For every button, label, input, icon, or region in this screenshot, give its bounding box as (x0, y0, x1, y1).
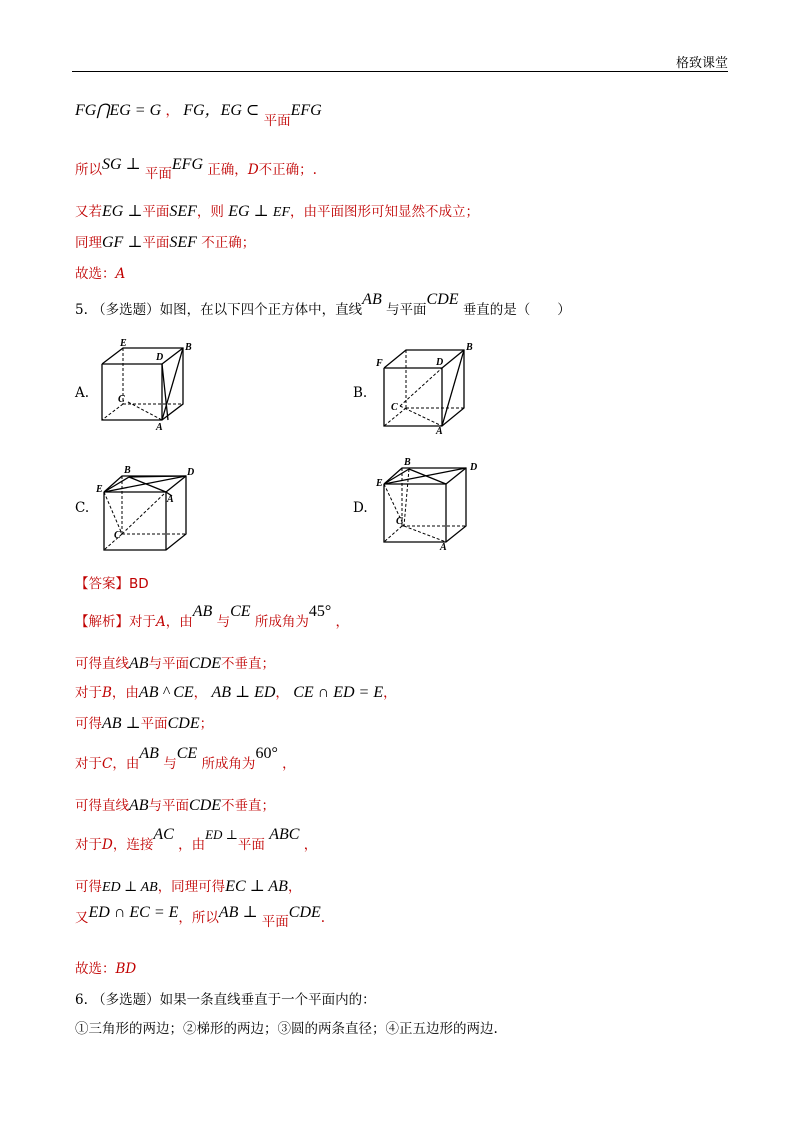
math-expr: D (102, 837, 113, 853)
label-a: A (436, 426, 443, 436)
text: 平面 (140, 716, 168, 732)
math-expr: SEF (169, 234, 197, 251)
label-b: B (466, 342, 473, 353)
text: ， (275, 685, 289, 701)
text: . (320, 910, 326, 926)
text: ， (193, 685, 208, 701)
math-expr: SEF (169, 203, 197, 220)
explanation-line-9 (75, 904, 326, 930)
text: 对于 (129, 614, 156, 630)
math-expr: ED ⊥ (205, 827, 238, 842)
text: ，所以 (178, 910, 219, 926)
label-e: E (96, 484, 103, 495)
text: ， (383, 685, 397, 701)
text: 故选： (75, 961, 116, 977)
cube-figure-d (374, 456, 482, 552)
header-brand: 格致课堂 (675, 56, 728, 71)
text: 与 (163, 756, 177, 772)
text: ，连接 (112, 837, 154, 853)
text: 垂直的是（ ） (462, 302, 571, 318)
math-expr: CDE (189, 797, 222, 814)
text: 不正确； (201, 235, 256, 251)
text: 正确， (207, 162, 248, 178)
explanation-line-7 (75, 826, 318, 854)
math-expr: AB ⊥ (102, 715, 141, 732)
text: ， (303, 837, 318, 853)
label-d: D (187, 467, 195, 478)
label-e: E (376, 478, 383, 489)
text: 可得直线 (75, 656, 129, 672)
text: 平面 (263, 113, 291, 129)
text: ，同理可得 (157, 879, 226, 895)
explanation-line-8 (75, 875, 301, 896)
label-c: C (391, 402, 398, 413)
label-d: D (470, 462, 478, 473)
text: 同理 (75, 235, 102, 251)
math-expr: 60° (255, 745, 278, 762)
solution-line-2 (75, 156, 317, 182)
math-expr: A (115, 266, 126, 282)
solution-line-4 (75, 231, 255, 252)
math-expr: EG ⊥ (102, 203, 143, 220)
text: 不垂直； (221, 656, 276, 672)
text: ，由平面图形可知显然不成立； (290, 204, 479, 220)
label-d: D (436, 357, 444, 368)
text: 平面 (142, 204, 170, 220)
option-c-label: C. (75, 500, 90, 516)
math-expr: CDE (167, 715, 200, 732)
math-expr: CDE (288, 904, 321, 921)
text: 与平面 (386, 302, 427, 318)
math-expr: AB ⊥ ED (211, 684, 276, 701)
math-expr: CE ∩ ED = E (293, 684, 384, 701)
question-6: 6. （多选题）如果一条直线垂直于一个平面内的： (75, 992, 376, 1008)
math-expr: BD (115, 961, 137, 977)
math-expr: AB (129, 797, 149, 814)
label-a: A (156, 422, 163, 432)
option-d-label: D. (353, 500, 368, 516)
label-a: A (167, 494, 174, 505)
text: 平面 (142, 235, 170, 251)
label-b: B (124, 465, 131, 476)
label-b: B (404, 457, 411, 468)
text: 平面 (261, 914, 289, 930)
cube-figure-b (376, 338, 476, 436)
solution-line-5 (75, 262, 125, 282)
text: 不正确；. (258, 162, 317, 178)
solution-line-3 (75, 200, 479, 221)
math-expr: ED ∩ EC = E (88, 904, 179, 921)
explanation-line-4 (75, 712, 213, 733)
math-expr: C (102, 756, 113, 772)
math-expr: CDE (426, 291, 459, 308)
text: 可得直线 (75, 798, 129, 814)
math-expr: D (247, 162, 259, 178)
math-expr: AB (129, 655, 149, 672)
math-expr: CE (230, 603, 251, 620)
option-b-label: B. (353, 385, 368, 401)
text: ， (282, 756, 296, 772)
text: ，由 (178, 837, 206, 853)
math-expr: 45° (308, 603, 332, 620)
text: 所成角为 (254, 614, 309, 630)
label-e: E (120, 338, 127, 349)
question-5 (75, 291, 571, 319)
label-c: C (114, 530, 121, 541)
math-expr: B (102, 685, 112, 701)
text: 可得 (75, 879, 102, 895)
text: 【解析】 (75, 614, 129, 630)
text: 与 (216, 614, 231, 630)
math-expr: EG ⊥ (228, 203, 269, 220)
text: 不垂直； (221, 798, 276, 814)
text: 对于 (75, 837, 102, 853)
text: 对于 (75, 685, 102, 701)
explanation-line-5 (75, 745, 296, 773)
cube-figure-c (94, 462, 202, 554)
math-expr: EC ⊥ AB (225, 878, 288, 895)
math-expr: CE (176, 745, 198, 762)
text: 平面 (237, 837, 265, 853)
math-expr: EFG (290, 102, 322, 119)
text: ，则 (196, 204, 224, 220)
label-d: D (156, 352, 164, 363)
solution-line-1 (75, 97, 322, 129)
label-a: A (440, 542, 447, 552)
text: ； (199, 716, 214, 732)
explanation-line-10 (75, 957, 136, 977)
text: 平面 (144, 166, 172, 182)
math-expr: AC (153, 826, 174, 843)
text: 与平面 (148, 798, 190, 814)
math-expr: AB ⊥ (218, 904, 258, 921)
text: 又 (75, 910, 89, 926)
text: 可得 (75, 716, 102, 732)
math-expr: AB (362, 291, 382, 308)
text: ， (335, 614, 350, 630)
explanation-line-2 (75, 652, 275, 673)
text: ，由 (111, 685, 139, 701)
header-rule (72, 71, 728, 72)
math-expr: A (156, 614, 166, 630)
text: ，由 (112, 756, 140, 772)
text: 与平面 (148, 656, 190, 672)
text: 又若 (75, 204, 102, 220)
question-6-choices: ①三角形的两边；②梯形的两边；③圆的两条直径；④正五边形的两边. (75, 1021, 498, 1037)
math-expr: EF (272, 205, 290, 220)
math-expr: AB ^ CE (138, 684, 194, 701)
label-b: B (185, 342, 192, 353)
cube-figure-a (98, 336, 198, 432)
label-c: C (396, 516, 403, 527)
text: 5. （多选题）如图，在以下四个正方体中，直线 (75, 302, 363, 318)
math-expr: GF ⊥ (102, 234, 143, 251)
explanation-line-3 (75, 681, 397, 702)
explanation-line-6 (75, 794, 275, 815)
text: ， (287, 879, 302, 895)
math-expr: FG⋂EG = G (75, 102, 162, 119)
math-expr: ABC (269, 826, 300, 843)
text: ， (165, 103, 179, 119)
text: 所以 (75, 162, 102, 178)
math-expr: ED ⊥ AB (102, 880, 158, 895)
answer-line: 【答案】BD (75, 576, 149, 592)
label-f: F (376, 358, 383, 369)
text: ，由 (165, 614, 193, 630)
math-expr: SG ⊥ (102, 156, 141, 173)
math-expr: FG，EG ⊂ (183, 102, 260, 119)
label-c: C (118, 394, 125, 405)
math-expr: AB (139, 745, 159, 762)
text: 所成角为 (201, 756, 256, 772)
text: 故选： (75, 266, 116, 282)
math-expr: EFG (171, 156, 204, 173)
text: 对于 (75, 756, 102, 772)
math-expr: CDE (189, 655, 222, 672)
option-a-label: A. (75, 385, 90, 401)
explanation-line-1 (75, 603, 350, 631)
math-expr: AB (192, 603, 213, 620)
